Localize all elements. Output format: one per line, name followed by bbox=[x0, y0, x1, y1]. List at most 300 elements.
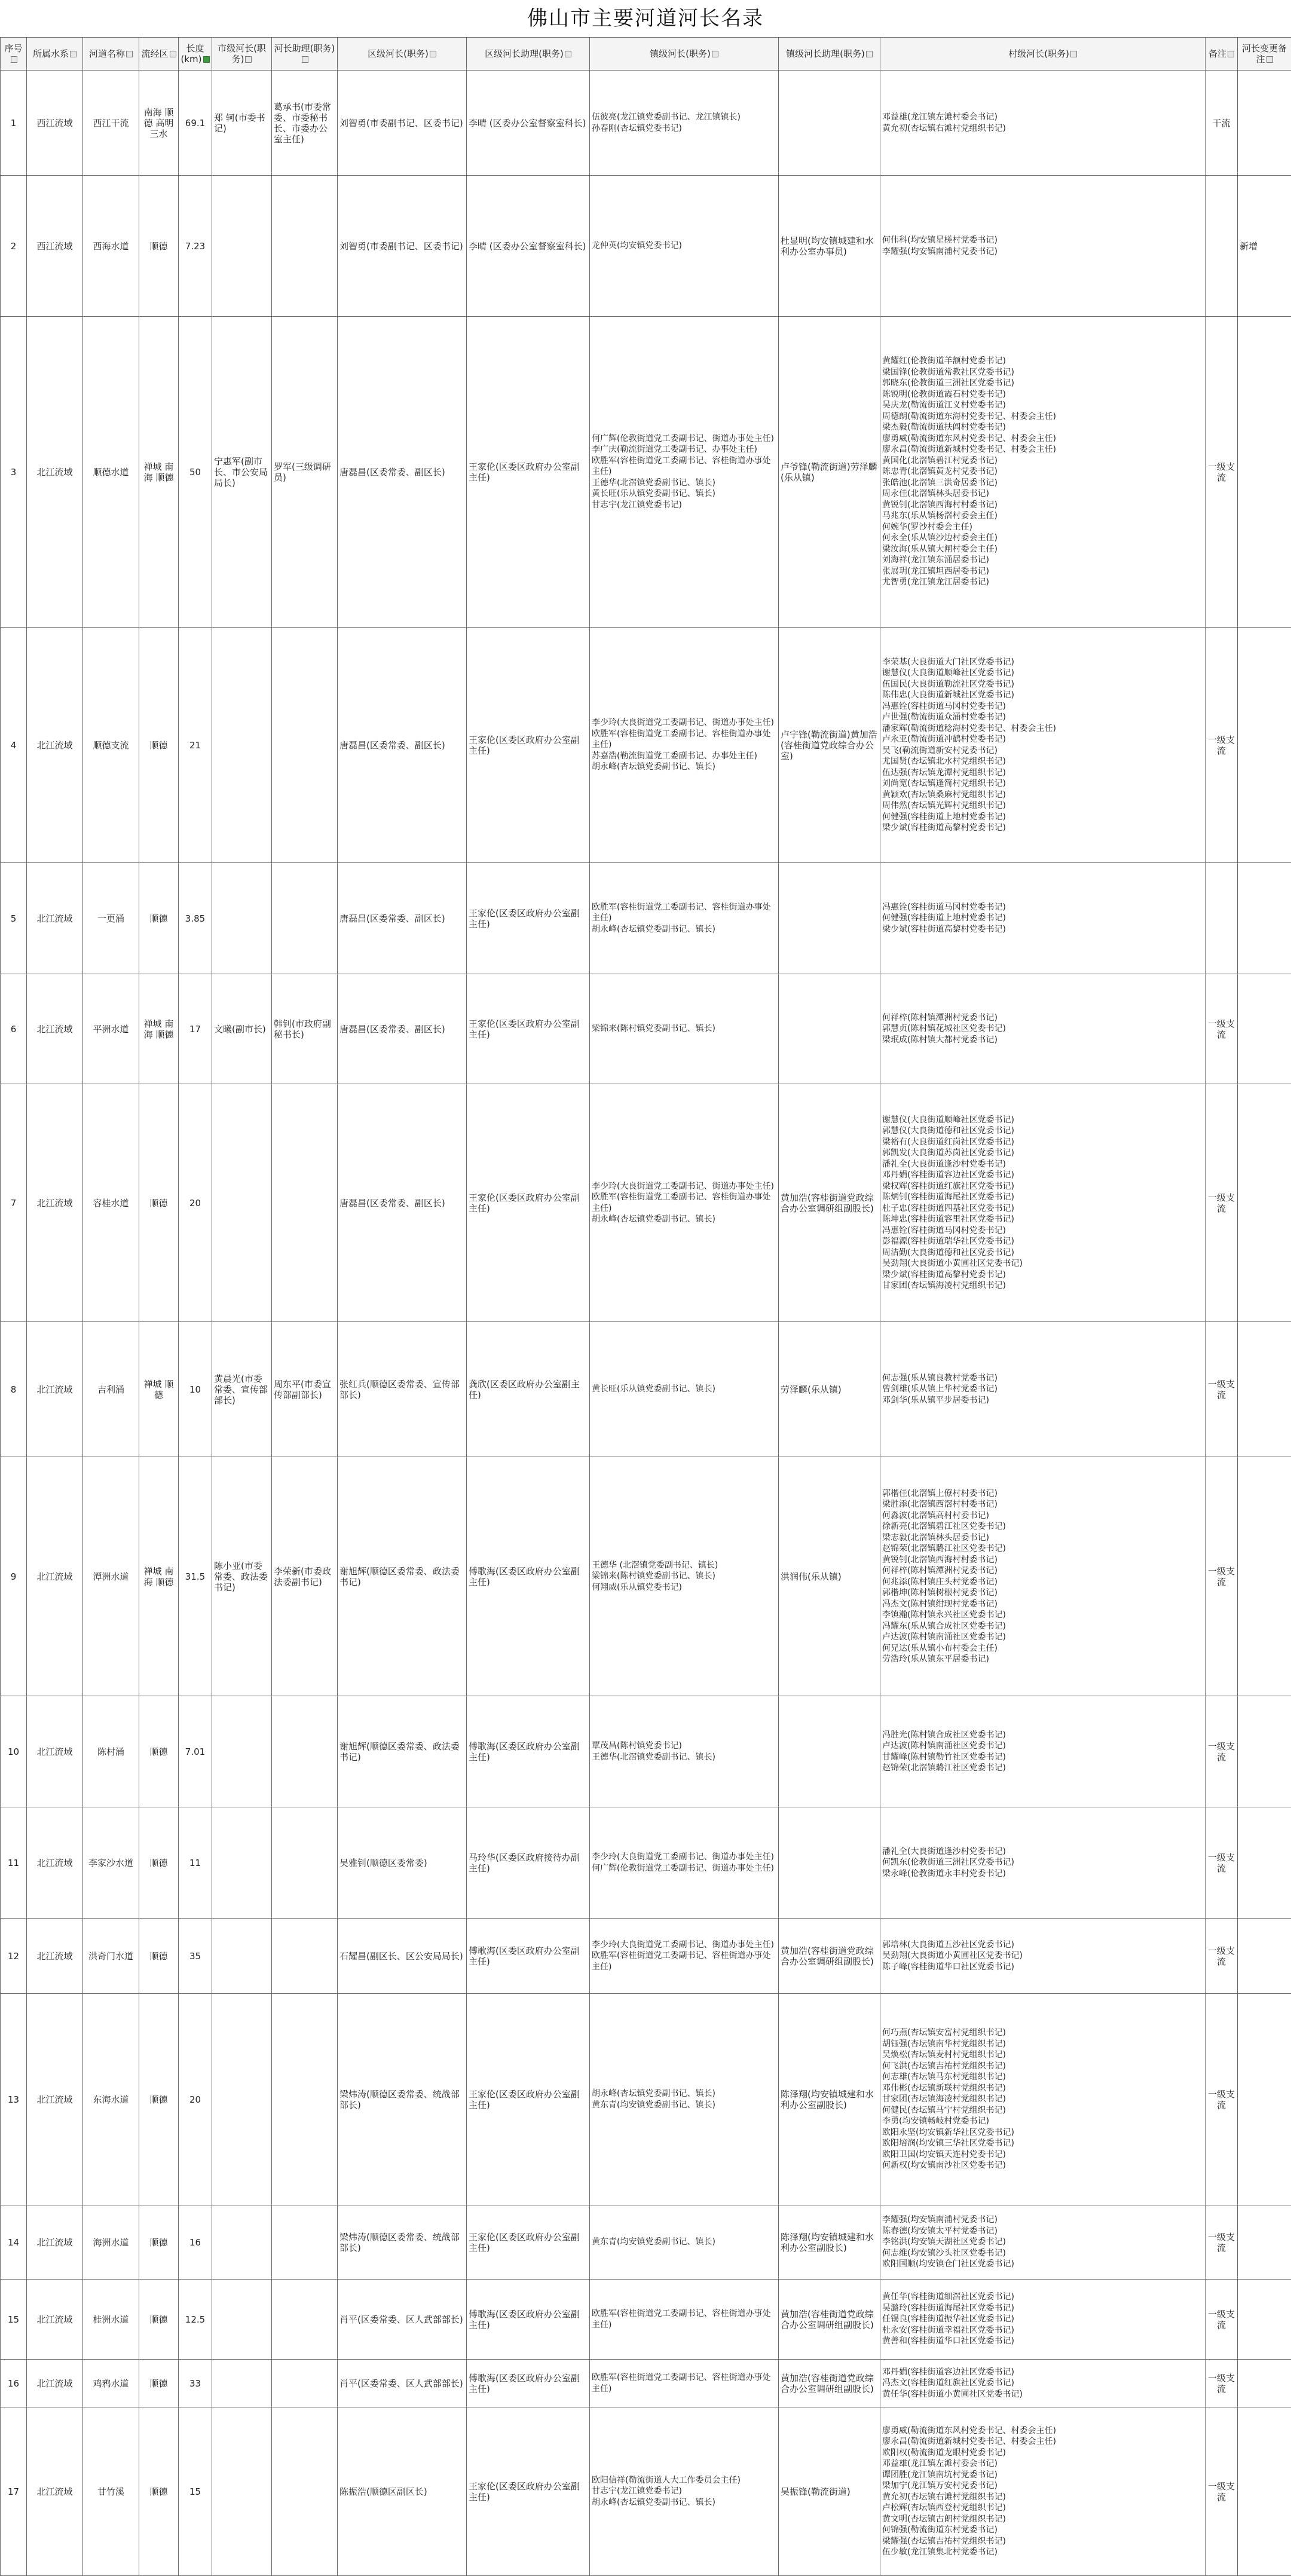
cell-remark[interactable] bbox=[1206, 1696, 1238, 1807]
river-text: 西江干流 bbox=[93, 118, 129, 129]
cell-change[interactable] bbox=[1238, 2205, 1291, 2280]
cell-no[interactable] bbox=[1, 2280, 27, 2360]
cell-river[interactable] bbox=[83, 628, 139, 863]
cell-town_assistant[interactable] bbox=[779, 317, 880, 628]
cell-no[interactable] bbox=[1, 1322, 27, 1457]
cell-town_chief[interactable] bbox=[590, 2407, 779, 2576]
filter-dropdown-icon[interactable] bbox=[430, 51, 436, 57]
cell-remark[interactable] bbox=[1206, 71, 1238, 176]
cell-no[interactable] bbox=[1, 317, 27, 628]
cell-town_chief[interactable] bbox=[590, 71, 779, 176]
cell-district[interactable] bbox=[139, 2205, 179, 2280]
cell-town_assistant[interactable] bbox=[779, 1696, 880, 1807]
cell-length[interactable] bbox=[179, 1457, 212, 1696]
cell-chief_assistant[interactable] bbox=[272, 71, 338, 176]
cell-town_chief[interactable] bbox=[590, 1457, 779, 1696]
cell-village_chief[interactable] bbox=[880, 1696, 1206, 1807]
cell-chief_assistant[interactable] bbox=[272, 317, 338, 628]
cell-town_chief[interactable] bbox=[590, 1322, 779, 1457]
cell-river[interactable] bbox=[83, 2205, 139, 2280]
cell-remark[interactable] bbox=[1206, 974, 1238, 1084]
cell-river[interactable] bbox=[83, 863, 139, 974]
cell-chief_assistant[interactable] bbox=[272, 2407, 338, 2576]
table-row bbox=[1, 1084, 1291, 1322]
cell-length[interactable] bbox=[179, 1322, 212, 1457]
cell-district_assistant[interactable] bbox=[467, 628, 590, 863]
village-chief-entry: 周洁勤(大良街道德和社区党委书记) bbox=[882, 1247, 1203, 1259]
cell-river[interactable] bbox=[83, 974, 139, 1084]
column-header-river[interactable] bbox=[83, 38, 139, 71]
cell-chief_assistant[interactable] bbox=[272, 2280, 338, 2360]
cell-length[interactable] bbox=[179, 1994, 212, 2205]
length-text: 31.5 bbox=[185, 1571, 205, 1582]
column-header-district_assistant[interactable] bbox=[467, 38, 590, 71]
town-assistant-text: 黄加浩(容桂街道党政综合办公室调研组副股长) bbox=[781, 2309, 874, 2330]
cell-city_chief[interactable] bbox=[212, 1807, 272, 1919]
cell-district[interactable] bbox=[139, 176, 179, 317]
cell-river[interactable] bbox=[83, 317, 139, 628]
cell-town_chief[interactable] bbox=[590, 1807, 779, 1919]
cell-change[interactable] bbox=[1238, 1994, 1291, 2205]
cell-remark[interactable] bbox=[1206, 1994, 1238, 2205]
cell-no[interactable] bbox=[1, 176, 27, 317]
cell-town_chief[interactable] bbox=[590, 1696, 779, 1807]
filter-dropdown-icon[interactable] bbox=[712, 51, 718, 57]
cell-no[interactable] bbox=[1, 2205, 27, 2280]
cell-town_chief[interactable] bbox=[590, 1994, 779, 2205]
cell-basin[interactable] bbox=[27, 2407, 83, 2576]
cell-no[interactable] bbox=[1, 1696, 27, 1807]
cell-district_chief[interactable] bbox=[338, 863, 467, 974]
cell-chief_assistant[interactable] bbox=[272, 628, 338, 863]
village-chief-entry: 李荣基(大良街道大门社区党委书记) bbox=[882, 657, 1203, 668]
village-chief-entry: 梁胜添(北滘镇西滘村村委书记) bbox=[882, 1499, 1203, 1510]
cell-village_chief[interactable] bbox=[880, 1994, 1206, 2205]
cell-village_chief[interactable] bbox=[880, 1919, 1206, 1994]
village-chief-entry: 梁永峰(伦教街道永丰村党委书记) bbox=[882, 1868, 1203, 1880]
cell-length[interactable] bbox=[179, 2407, 212, 2576]
column-header-chief_assistant[interactable] bbox=[272, 38, 338, 71]
cell-district_chief[interactable] bbox=[338, 1919, 467, 1994]
cell-basin[interactable] bbox=[27, 1807, 83, 1919]
cell-basin[interactable] bbox=[27, 1322, 83, 1457]
town-chief-entry: 欧胜军(容桂街道党工委副书记、容桂街道办事处主任) bbox=[592, 729, 776, 751]
town-chief-entry: 伍彼亮(龙江镇党委副书记、龙江镇镇长) bbox=[592, 112, 776, 123]
cell-basin[interactable] bbox=[27, 974, 83, 1084]
cell-village_chief[interactable] bbox=[880, 2407, 1206, 2576]
cell-chief_assistant[interactable] bbox=[272, 1322, 338, 1457]
filter-dropdown-icon[interactable] bbox=[203, 56, 210, 63]
village-chief-entry: 潘礼全(大良街道逢沙村党委书记) bbox=[882, 1159, 1203, 1170]
cell-river[interactable] bbox=[83, 176, 139, 317]
column-header-no[interactable] bbox=[1, 38, 27, 71]
cell-town_assistant[interactable] bbox=[779, 176, 880, 317]
cell-basin[interactable] bbox=[27, 71, 83, 176]
district-chief-text: 梁炜涛(顺德区委常委、统战部部长) bbox=[339, 2089, 460, 2110]
cell-city_chief[interactable] bbox=[212, 2360, 272, 2407]
column-header-length[interactable] bbox=[179, 38, 212, 71]
cell-chief_assistant[interactable] bbox=[272, 176, 338, 317]
cell-no[interactable] bbox=[1, 628, 27, 863]
cell-change[interactable] bbox=[1238, 2407, 1291, 2576]
cell-city_chief[interactable] bbox=[212, 1919, 272, 1994]
cell-village_chief[interactable] bbox=[880, 974, 1206, 1084]
cell-no[interactable] bbox=[1, 1457, 27, 1696]
cell-remark[interactable] bbox=[1206, 1457, 1238, 1696]
cell-chief_assistant[interactable] bbox=[272, 1994, 338, 2205]
column-header-village_chief[interactable] bbox=[880, 38, 1206, 71]
cell-district_assistant[interactable] bbox=[467, 71, 590, 176]
district-assistant-text: 王家伦(区委区政府办公室副主任) bbox=[469, 2232, 580, 2253]
column-header-district[interactable] bbox=[139, 38, 179, 71]
cell-length[interactable] bbox=[179, 974, 212, 1084]
cell-district_chief[interactable] bbox=[338, 974, 467, 1084]
cell-district_chief[interactable] bbox=[338, 1807, 467, 1919]
cell-change[interactable] bbox=[1238, 2280, 1291, 2360]
filter-dropdown-icon[interactable] bbox=[565, 51, 571, 57]
cell-no[interactable] bbox=[1, 1919, 27, 1994]
cell-basin[interactable] bbox=[27, 1994, 83, 2205]
cell-river[interactable] bbox=[83, 1994, 139, 2205]
cell-district[interactable] bbox=[139, 974, 179, 1084]
cell-district_chief[interactable] bbox=[338, 71, 467, 176]
district-assistant-text: 王家伦(区委区政府办公室副主任) bbox=[469, 735, 580, 756]
filter-dropdown-icon[interactable] bbox=[245, 56, 252, 63]
cell-chief_assistant[interactable] bbox=[272, 974, 338, 1084]
cell-remark[interactable] bbox=[1206, 1322, 1238, 1457]
cell-district_chief[interactable] bbox=[338, 1696, 467, 1807]
cell-district_assistant[interactable] bbox=[467, 1084, 590, 1322]
column-header-town_assistant[interactable] bbox=[779, 38, 880, 71]
cell-city_chief[interactable] bbox=[212, 1322, 272, 1457]
cell-river[interactable] bbox=[83, 2280, 139, 2360]
cell-change[interactable] bbox=[1238, 1696, 1291, 1807]
cell-length[interactable] bbox=[179, 1919, 212, 1994]
cell-length[interactable] bbox=[179, 176, 212, 317]
column-header-basin[interactable] bbox=[27, 38, 83, 71]
cell-basin[interactable] bbox=[27, 317, 83, 628]
cell-district[interactable] bbox=[139, 2280, 179, 2360]
cell-chief_assistant[interactable] bbox=[272, 1919, 338, 1994]
cell-remark[interactable] bbox=[1206, 2205, 1238, 2280]
cell-remark[interactable] bbox=[1206, 1919, 1238, 1994]
cell-village_chief[interactable] bbox=[880, 1322, 1206, 1457]
cell-town_chief[interactable] bbox=[590, 2205, 779, 2280]
cell-district[interactable] bbox=[139, 1457, 179, 1696]
cell-district_assistant[interactable] bbox=[467, 1919, 590, 1994]
cell-village_chief[interactable] bbox=[880, 628, 1206, 863]
cell-river[interactable] bbox=[83, 1807, 139, 1919]
cell-town_assistant[interactable] bbox=[779, 1457, 880, 1696]
cell-no[interactable] bbox=[1, 71, 27, 176]
cell-change[interactable] bbox=[1238, 1322, 1291, 1457]
cell-length[interactable] bbox=[179, 71, 212, 176]
cell-town_assistant[interactable] bbox=[779, 1994, 880, 2205]
village-chief-entry: 任锡良(容桂街道振华社区党委书记) bbox=[882, 2314, 1203, 2325]
cell-chief_assistant[interactable] bbox=[272, 1084, 338, 1322]
cell-no[interactable] bbox=[1, 863, 27, 974]
village-chief-entry: 李铭洪(均安镇天湖社区党委书记) bbox=[882, 2237, 1203, 2248]
cell-length[interactable] bbox=[179, 863, 212, 974]
cell-district[interactable] bbox=[139, 863, 179, 974]
cell-town_assistant[interactable] bbox=[779, 628, 880, 863]
cell-village_chief[interactable] bbox=[880, 2280, 1206, 2360]
cell-town_assistant[interactable] bbox=[779, 2280, 880, 2360]
cell-district_chief[interactable] bbox=[338, 2360, 467, 2407]
filter-dropdown-icon[interactable] bbox=[126, 51, 133, 57]
cell-town_assistant[interactable] bbox=[779, 2360, 880, 2407]
cell-city_chief[interactable] bbox=[212, 2205, 272, 2280]
cell-district_assistant[interactable] bbox=[467, 317, 590, 628]
cell-town_assistant[interactable] bbox=[779, 1084, 880, 1322]
cell-change[interactable] bbox=[1238, 317, 1291, 628]
cell-city_chief[interactable] bbox=[212, 2407, 272, 2576]
cell-length[interactable] bbox=[179, 317, 212, 628]
cell-chief_assistant[interactable] bbox=[272, 1807, 338, 1919]
basin-text: 北江流域 bbox=[36, 2094, 72, 2105]
remark-text: 一级支流 bbox=[1208, 2309, 1235, 2330]
cell-basin[interactable] bbox=[27, 1084, 83, 1322]
cell-district_assistant[interactable] bbox=[467, 1322, 590, 1457]
cell-city_chief[interactable] bbox=[212, 317, 272, 628]
cell-river[interactable] bbox=[83, 1457, 139, 1696]
cell-chief_assistant[interactable] bbox=[272, 1696, 338, 1807]
cell-river[interactable] bbox=[83, 2360, 139, 2407]
cell-length[interactable] bbox=[179, 1696, 212, 1807]
cell-change[interactable] bbox=[1238, 1084, 1291, 1322]
cell-village_chief[interactable] bbox=[880, 176, 1206, 317]
basin-text: 北江流域 bbox=[36, 1746, 72, 1757]
cell-district_chief[interactable] bbox=[338, 1322, 467, 1457]
cell-change[interactable] bbox=[1238, 974, 1291, 1084]
filter-dropdown-icon[interactable] bbox=[866, 51, 873, 57]
cell-remark[interactable] bbox=[1206, 2407, 1238, 2576]
cell-remark[interactable] bbox=[1206, 176, 1238, 317]
cell-district_assistant[interactable] bbox=[467, 863, 590, 974]
cell-chief_assistant[interactable] bbox=[272, 2360, 338, 2407]
cell-city_chief[interactable] bbox=[212, 1994, 272, 2205]
cell-remark[interactable] bbox=[1206, 1807, 1238, 1919]
cell-city_chief[interactable] bbox=[212, 176, 272, 317]
cell-change[interactable] bbox=[1238, 1457, 1291, 1696]
cell-district[interactable] bbox=[139, 1994, 179, 2205]
no-text: 2 bbox=[11, 241, 17, 252]
village-chief-entry: 刘海祥(龙江镇东涌居委书记) bbox=[882, 555, 1203, 566]
cell-no[interactable] bbox=[1, 1994, 27, 2205]
cell-length[interactable] bbox=[179, 1084, 212, 1322]
cell-remark[interactable] bbox=[1206, 863, 1238, 974]
river-text: 海洲水道 bbox=[93, 2237, 129, 2248]
cell-town_assistant[interactable] bbox=[779, 863, 880, 974]
cell-district[interactable] bbox=[139, 1807, 179, 1919]
filter-dropdown-icon[interactable] bbox=[1070, 51, 1077, 57]
cell-district_chief[interactable] bbox=[338, 1457, 467, 1696]
cell-town_assistant[interactable] bbox=[779, 2205, 880, 2280]
cell-village_chief[interactable] bbox=[880, 1084, 1206, 1322]
cell-district_assistant[interactable] bbox=[467, 1696, 590, 1807]
cell-district_chief[interactable] bbox=[338, 317, 467, 628]
column-header-change[interactable] bbox=[1238, 38, 1291, 71]
cell-no[interactable] bbox=[1, 2407, 27, 2576]
cell-remark[interactable] bbox=[1206, 317, 1238, 628]
cell-change[interactable] bbox=[1238, 1807, 1291, 1919]
cell-village_chief[interactable] bbox=[880, 317, 1206, 628]
cell-length[interactable] bbox=[179, 2205, 212, 2280]
cell-town_chief[interactable] bbox=[590, 1084, 779, 1322]
cell-city_chief[interactable] bbox=[212, 71, 272, 176]
cell-river[interactable] bbox=[83, 1919, 139, 1994]
cell-city_chief[interactable] bbox=[212, 2280, 272, 2360]
cell-remark[interactable] bbox=[1206, 2360, 1238, 2407]
cell-length[interactable] bbox=[179, 628, 212, 863]
column-header-district_chief[interactable] bbox=[338, 38, 467, 71]
cell-district_chief[interactable] bbox=[338, 176, 467, 317]
cell-town_assistant[interactable] bbox=[779, 1919, 880, 1994]
remark-text: 一级支流 bbox=[1208, 1192, 1235, 1214]
cell-change[interactable] bbox=[1238, 863, 1291, 974]
cell-town_chief[interactable] bbox=[590, 2360, 779, 2407]
filter-dropdown-icon[interactable] bbox=[11, 56, 17, 63]
cell-basin[interactable] bbox=[27, 1919, 83, 1994]
cell-chief_assistant[interactable] bbox=[272, 2205, 338, 2280]
column-header-remark[interactable] bbox=[1206, 38, 1238, 71]
cell-city_chief[interactable] bbox=[212, 1696, 272, 1807]
cell-city_chief[interactable] bbox=[212, 1084, 272, 1322]
column-header-city_chief[interactable] bbox=[212, 38, 272, 71]
cell-district_assistant[interactable] bbox=[467, 1994, 590, 2205]
cell-district_chief[interactable] bbox=[338, 2205, 467, 2280]
filter-dropdown-icon[interactable] bbox=[1228, 51, 1234, 57]
town-assistant-text: 杜显明(均安镇城建和水利办公室办事员) bbox=[781, 235, 874, 257]
cell-town_assistant[interactable] bbox=[779, 1807, 880, 1919]
filter-dropdown-icon[interactable] bbox=[1266, 56, 1273, 63]
town-assistant-text: 吴振锋(勒流街道) bbox=[781, 2486, 851, 2497]
cell-change[interactable] bbox=[1238, 1919, 1291, 1994]
filter-dropdown-icon[interactable] bbox=[70, 51, 77, 57]
cell-district_assistant[interactable] bbox=[467, 1807, 590, 1919]
basin-text: 北江流域 bbox=[36, 740, 72, 751]
village-chief-entry: 李勇(均安镇畅岐村党委书记) bbox=[882, 2116, 1203, 2127]
cell-river[interactable] bbox=[83, 2407, 139, 2576]
cell-village_chief[interactable] bbox=[880, 2360, 1206, 2407]
cell-town_assistant[interactable] bbox=[779, 1322, 880, 1457]
cell-city_chief[interactable] bbox=[212, 863, 272, 974]
cell-basin[interactable] bbox=[27, 176, 83, 317]
cell-town_assistant[interactable] bbox=[779, 71, 880, 176]
cell-district[interactable] bbox=[139, 317, 179, 628]
cell-district[interactable] bbox=[139, 628, 179, 863]
cell-river[interactable] bbox=[83, 1696, 139, 1807]
column-header-town_chief[interactable] bbox=[590, 38, 779, 71]
district-chief-text: 石耀昌(副区长、区公安局局长) bbox=[339, 1951, 463, 1962]
village-chief-entry: 周伟然(杏坛镇光辉村党组织书记) bbox=[882, 800, 1203, 812]
cell-village_chief[interactable] bbox=[880, 71, 1206, 176]
filter-dropdown-icon[interactable] bbox=[170, 51, 176, 57]
cell-basin[interactable] bbox=[27, 2205, 83, 2280]
cell-no[interactable] bbox=[1, 974, 27, 1084]
cell-district_assistant[interactable] bbox=[467, 2360, 590, 2407]
cell-district[interactable] bbox=[139, 2407, 179, 2576]
cell-village_chief[interactable] bbox=[880, 1807, 1206, 1919]
cell-remark[interactable] bbox=[1206, 1084, 1238, 1322]
cell-district[interactable] bbox=[139, 1919, 179, 1994]
cell-village_chief[interactable] bbox=[880, 1457, 1206, 1696]
cell-district_chief[interactable] bbox=[338, 628, 467, 863]
cell-length[interactable] bbox=[179, 1807, 212, 1919]
cell-town_chief[interactable] bbox=[590, 2280, 779, 2360]
cell-district_assistant[interactable] bbox=[467, 2280, 590, 2360]
cell-remark[interactable] bbox=[1206, 628, 1238, 863]
no-text: 4 bbox=[11, 740, 17, 751]
cell-basin[interactable] bbox=[27, 863, 83, 974]
cell-city_chief[interactable] bbox=[212, 974, 272, 1084]
cell-river[interactable] bbox=[83, 1322, 139, 1457]
cell-district_assistant[interactable] bbox=[467, 2407, 590, 2576]
cell-basin[interactable] bbox=[27, 2360, 83, 2407]
cell-city_chief[interactable] bbox=[212, 1457, 272, 1696]
cell-no[interactable] bbox=[1, 1084, 27, 1322]
filter-dropdown-icon[interactable] bbox=[302, 56, 308, 63]
cell-remark[interactable] bbox=[1206, 2280, 1238, 2360]
no-text: 6 bbox=[11, 1024, 17, 1035]
cell-city_chief[interactable] bbox=[212, 628, 272, 863]
cell-town_chief[interactable] bbox=[590, 863, 779, 974]
cell-district_assistant[interactable] bbox=[467, 974, 590, 1084]
village-chief-entry: 欧阳卫国(均安镇天连村党委书记) bbox=[882, 2149, 1203, 2161]
cell-district_chief[interactable] bbox=[338, 1994, 467, 2205]
cell-district[interactable] bbox=[139, 1084, 179, 1322]
cell-chief_assistant[interactable] bbox=[272, 1457, 338, 1696]
cell-town_assistant[interactable] bbox=[779, 974, 880, 1084]
cell-change[interactable] bbox=[1238, 176, 1291, 317]
cell-district[interactable] bbox=[139, 1322, 179, 1457]
cell-basin[interactable] bbox=[27, 2280, 83, 2360]
cell-change[interactable] bbox=[1238, 71, 1291, 176]
cell-no[interactable] bbox=[1, 1807, 27, 1919]
cell-town_chief[interactable] bbox=[590, 1919, 779, 1994]
cell-basin[interactable] bbox=[27, 1457, 83, 1696]
cell-town_chief[interactable] bbox=[590, 628, 779, 863]
village-chief-entry: 黄耀红(伦教街道羊额村党委书记) bbox=[882, 356, 1203, 367]
district-text: 顺德 bbox=[149, 1951, 167, 1962]
cell-town_chief[interactable] bbox=[590, 974, 779, 1084]
cell-length[interactable] bbox=[179, 2360, 212, 2407]
cell-district[interactable] bbox=[139, 71, 179, 176]
cell-town_chief[interactable] bbox=[590, 317, 779, 628]
cell-change[interactable] bbox=[1238, 628, 1291, 863]
cell-chief_assistant[interactable] bbox=[272, 863, 338, 974]
cell-town_assistant[interactable] bbox=[779, 2407, 880, 2576]
cell-district[interactable] bbox=[139, 1696, 179, 1807]
cell-district_chief[interactable] bbox=[338, 2407, 467, 2576]
cell-change[interactable] bbox=[1238, 2360, 1291, 2407]
cell-river[interactable] bbox=[83, 1084, 139, 1322]
cell-district[interactable] bbox=[139, 2360, 179, 2407]
cell-village_chief[interactable] bbox=[880, 863, 1206, 974]
cell-length[interactable] bbox=[179, 2280, 212, 2360]
cell-district_chief[interactable] bbox=[338, 1084, 467, 1322]
cell-no[interactable] bbox=[1, 2360, 27, 2407]
cell-district_assistant[interactable] bbox=[467, 2205, 590, 2280]
cell-district_assistant[interactable] bbox=[467, 1457, 590, 1696]
cell-district_assistant[interactable] bbox=[467, 176, 590, 317]
cell-basin[interactable] bbox=[27, 628, 83, 863]
cell-river[interactable] bbox=[83, 71, 139, 176]
cell-basin[interactable] bbox=[27, 1696, 83, 1807]
cell-district_chief[interactable] bbox=[338, 2280, 467, 2360]
cell-town_chief[interactable] bbox=[590, 176, 779, 317]
cell-village_chief[interactable] bbox=[880, 2205, 1206, 2280]
